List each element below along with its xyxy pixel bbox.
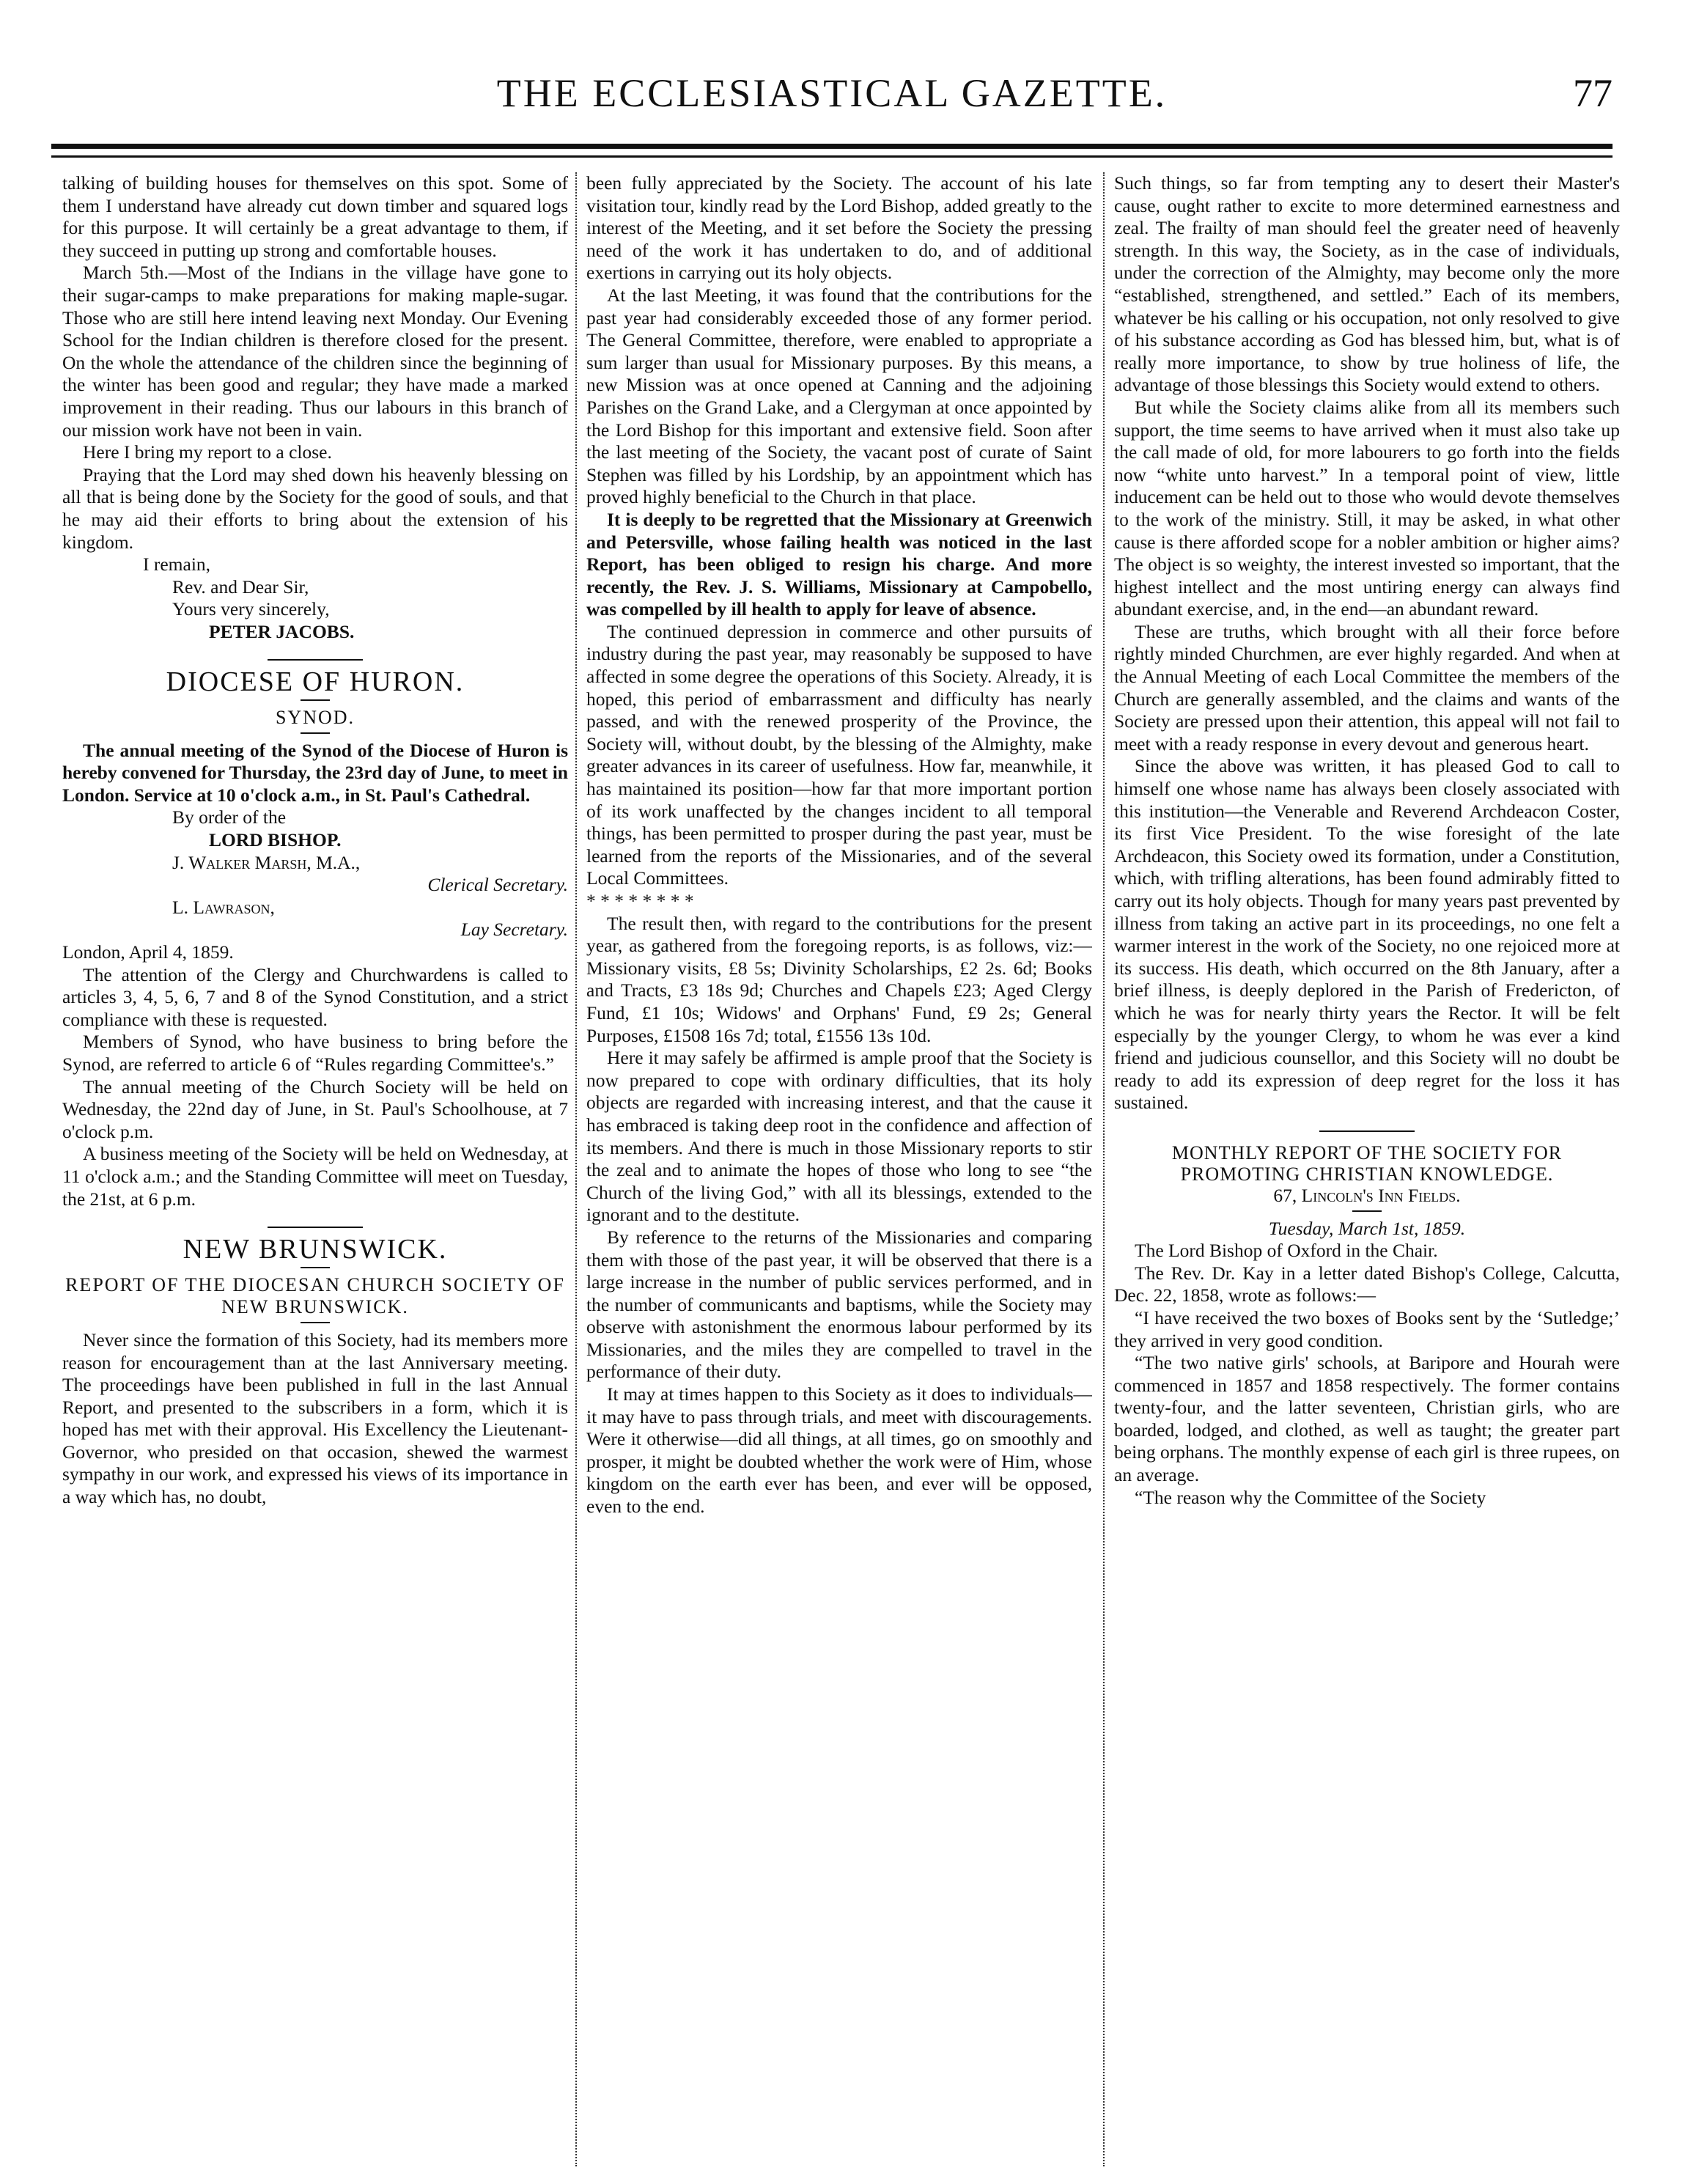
section-heading: DIOCESE OF HURON. <box>166 666 465 698</box>
notice-paragraph: A business meeting of the Society will be held on Wednesday, at 11 o'clock a.m.; and the Standing Committee will meet on Tuesday, the 21st, at 6 p.m. <box>62 1143 568 1210</box>
section-heading: MONTHLY REPORT OF THE SOCIETY FOR PROMOTING CHRISTIAN KNOWLEDGE. <box>1171 1141 1563 1185</box>
notice-paragraph: The attention of the Clergy and Churchwardens is called to articles 3, 4, 5, 6, 7 and 8 of the Synod Constitution, and a strict compliance with these is requested. <box>62 963 568 1030</box>
notice-paragraph: The annual meeting of the Church Society will be held on Wednesday, the 22nd day of June, in St. Paul's Schoolhouse, at 7 o'clock p.m. <box>62 1076 568 1142</box>
subsection-heading: REPORT OF THE DIOCESAN CHURCH SOCIETY OF NEW BRUNSWICK. <box>65 1273 565 1318</box>
dash-divider <box>301 1322 330 1323</box>
secretary-role: Clerical Secretary. <box>427 874 568 896</box>
letter-signature: PETER JACOBS. <box>209 620 355 642</box>
paragraph: At the last Meeting, it was found that the contributions for the past year had considerably exceeded those of any former period. The General Committee, therefore, were enabled to appropriate a sum larger than usual for Missionary purposes. By this means, a new Mission was at once opened at Canning and the adjoining Parishes on the Grand Lake, and a Clergyman at once appointed by the Lord Bishop for this important and extensive field. Soon after the last meeting of the Society, the vacant post of curate of Saint Stephen was filled by his Lordship, by an appointment which has proved highly beneficial to the Church in that place. <box>586 284 1092 508</box>
publication-title: THE ECCLESIASTICAL GAZETTE. <box>496 71 1168 115</box>
column-2 <box>586 172 1092 2166</box>
paragraph: Since the above was written, it has pleased God to call to himself one whose name has always been closely associated with this institution—the Venerable and Reverend Archdeacon Coster, its first Vice President. To the wise foresight of the late Archdeacon, this Society owed its formation, under a Constitution, which, with trifling alterations, has been found admirably fitted to carry out its holy objects. Though for many years past prevented by illness from taking an active part in its proceedings, no one felt a warmer interest in the work of the Society, no one rejoiced more at its success. His death, which occurred on the 8th January, after a brief illness, is deeply deplored in the Parish of Fredericton, of which he was for nearly thirty years the Rector. It will be felt especially by the younger Clergy, to whom he was ever a kind friend and judicious counsellor, and this Society will no doubt be ready to add its expression of deep regret for the loss it has sustained. <box>1114 755 1620 1114</box>
section-divider <box>268 659 363 661</box>
paragraph: Here I bring my report to a close. <box>83 441 332 463</box>
section-divider <box>1319 1130 1415 1132</box>
dash-divider <box>301 732 330 734</box>
dateline: London, April 4, 1859. <box>62 941 234 963</box>
paragraph: It is deeply to be regretted that the Missionary at Greenwich and Petersville, whose failing health was noticed in the last Report, has been obliged to resign his charge. And more recently, the Rev. J. S. Williams, Missionary at Campobello, was compelled by ill health to apply for leave of absence. <box>586 508 1092 620</box>
paragraph: Here it may safely be affirmed is ample proof that the Society is now prepared to cope with ordinary difficulties, that its holy objects are regarded with increasing interest, and that the cause it has embraced is taking deep root in the confidence and affection of its members. And there is much in those Missionary reports to stir the zeal and to animate the hopes of those who long to see “the Church of the living God,” with all its blessings, extended to the ignorant and to the destitute. <box>586 1047 1092 1226</box>
paragraph: The continued depression in commerce and other pursuits of industry during the past year, may reasonably be supposed to have affected in some degree the operations of this Society. Already, it is hoped, this period of embarrassment and difficulty has nearly passed, and with the renewed prosperity of the Province, the Society will, without doubt, by the blessing of the Almighty, make greater advances in its career of usefulness. How far, meanwhile, it has maintained its position—how far that more important portion of its work unaffected by the changes incident to all temporal things, has been permitted to prosper during the past year, must be learned from the reports of the Missionaries, and of the several Local Committees. <box>586 620 1092 889</box>
meeting-date: Tuesday, March 1st, 1859. <box>1268 1217 1466 1239</box>
page-number: 77 <box>1573 71 1613 115</box>
section-stars: * * * * * * * * <box>586 890 694 911</box>
paragraph: The Rev. Dr. Kay in a letter dated Bishop's College, Calcutta, Dec. 22, 1858, wrote as follows:— <box>1114 1262 1620 1306</box>
subsection-heading: SYNOD. <box>275 707 355 729</box>
column-1 <box>62 172 568 2166</box>
paragraph: The Lord Bishop of Oxford in the Chair. <box>1135 1240 1438 1262</box>
paragraph: It may at times happen to this Society as it does to individuals—it may have to pass through trials, and meet with discouragements. Were it otherwise—did all things, at all times, go on smoothly and prosper, it might be doubted whether the work were of Him, whose kingdom on the earth ever has been, and ever will be opposed, even to the end. <box>586 1383 1092 1518</box>
paragraph: By reference to the returns of the Missionaries and comparing them with those of the past year, it will be observed that there is a large increase in the number of public services performed, and in the number of communicants and baptisms, while the Society may observe with astonishment the enormous labour performed by its Missionaries, and the miles they are compelled to travel in the performance of their duty. <box>586 1226 1092 1383</box>
quote-paragraph: “I have received the two boxes of Books sent by the ‘Sutledge;’ they arrived in very good condition. <box>1114 1306 1620 1351</box>
notice-order: LORD BISHOP. <box>209 829 342 851</box>
letter-closing: Rev. and Dear Sir, <box>172 576 309 598</box>
section-heading: NEW BRUNSWICK. <box>183 1234 448 1265</box>
secretary-name: J. Walker Marsh, M.A., <box>172 851 361 873</box>
section-address: 67, Lincoln's Inn Fields. <box>1273 1184 1461 1206</box>
quote-paragraph: “The reason why the Committee of the Society <box>1135 1486 1486 1508</box>
secretary-role: Lay Secretary. <box>460 919 568 941</box>
header-rule-thin <box>51 155 1613 158</box>
page-header <box>51 70 1613 136</box>
notice-order: By order of the <box>172 806 287 828</box>
letter-closing: Yours very sincerely, <box>172 598 330 620</box>
column-divider-1 <box>575 172 577 2166</box>
column-3 <box>1114 172 1620 2166</box>
letter-closing: I remain, <box>143 554 211 576</box>
paragraph: Never since the formation of this Society, had its members more reason for encouragement than at the last Anniversary meeting. The proceedings have been published in full in the last Annual Report, and presented to the subscribers in a form, which it is hoped has met with their approval. His Excellency the Lieutenant-Governor, who presided on that occasion, shewed the warmest sympathy in our work, and expressed his views of its importance in a way which has, no doubt, <box>62 1328 568 1508</box>
section-divider <box>268 1227 363 1228</box>
paragraph: The result then, with regard to the contributions for the present year, as gathered from the foregoing reports, is as follows, viz:—Missionary visits, £8 5s; Divinity Scholarships, £2 2s. 6d; Books and Tracts, £3 18s 9d; Churches and Chapels £23; Aged Clergy Fund, £1 10s; Widows' and Orphans' Fund, £9 2s; General Purposes, £1508 16s 7d; total, £1556 13s 10d. <box>586 912 1092 1046</box>
paragraph: talking of building houses for themselves on this spot. Some of them I understand have already cut down timber and squared logs for this purpose. It will certainly be a great advantage to them, if they succeed in putting up strong and comfortable houses. <box>62 172 568 261</box>
paragraph: But while the Society claims alike from all its members such support, the time seems to have arrived when it must also take up the call made of old, for more labourers to go forth into the fields now “white unto harvest.” In a temporal point of view, little inducement can be held out to those who would devote themselves to the work of the ministry. Still, it may be asked, in what other cause is there afforded scope for a nobler ambition or higher aims? The object is so weighty, the interest invested so important, that the highest intellect and the most untiring energy can always find abundant exercise, and, in the end—an abundant reward. <box>1114 396 1620 620</box>
paragraph: Praying that the Lord may shed down his heavenly blessing on all that is being done by the Society for the good of souls, and that he may aid their efforts to bring about the extension of his kingdom. <box>62 463 568 553</box>
notice-paragraph: Members of Synod, who have business to bring before the Synod, are referred to article 6 of “Rules regarding Committee's.” <box>62 1031 568 1075</box>
dash-divider <box>301 1267 330 1268</box>
paragraph: March 5th.—Most of the Indians in the village have gone to their sugar-camps to make preparations for making maple-sugar. Those who are still here intend leaving next Monday. Our Evening School for the Indian children is therefore closed for the present. On the whole the attendance of the children since the beginning of the winter has been good and regular; they have made a marked improvement in their reading. Thus our labours in this branch of our mission work have not been in vain. <box>62 262 568 441</box>
notice-paragraph: The annual meeting of the Synod of the Diocese of Huron is hereby convened for Thursday, the 23rd day of June, to meet in London. Service at 10 o'clock a.m., in St. Paul's Cathedral. <box>62 739 568 806</box>
paragraph: These are truths, which brought with all their force before rightly minded Churchmen, are ever highly regarded. And when at the Annual Meeting of each Local Committee the members of the Church are generally assembled, and the claims and wants of the Society are pressed upon their attention, this appeal will not fail to meet with a ready response in every devout and generous heart. <box>1114 620 1620 754</box>
dash-divider <box>1352 1210 1382 1212</box>
quote-paragraph: “The two native girls' schools, at Baripore and Hourah were commenced in 1857 and 1858 respectively. The former contains twenty-four, and the latter seventeen, Christian girls, who are boarded, lodged, and clothed, as well as taught; the greater part being orphans. The monthly expense of each girl is three rupees, on an average. <box>1114 1352 1620 1486</box>
paragraph: been fully appreciated by the Society. The account of his late visitation tour, kindly read by the Lord Bishop, added greatly to the interest of the Meeting, and it set before the Society the pressing need of the work it has undertaken to do, and of additional exertions in carrying out its holy objects. <box>586 172 1092 284</box>
header-rule-thick <box>51 144 1613 149</box>
column-divider-2 <box>1103 172 1105 2166</box>
paragraph: Such things, so far from tempting any to desert their Master's cause, ought rather to excite to more determined earnestness and zeal. The frailty of man should feel the greater need of heavenly strength. In this way, the Society, as in the case of individuals, under the correction of the Almighty, may become only the more “established, strengthened, and settled.” Each of its members, whatever be his calling or his occupation, not only resolved to give of his substance according as God has blessed him, but, what is of really more importance, to show by true holiness of life, the advantage of those blessings this Society would extend to others. <box>1114 172 1620 396</box>
secretary-name: L. Lawrason, <box>172 896 275 918</box>
dash-divider <box>301 699 330 701</box>
